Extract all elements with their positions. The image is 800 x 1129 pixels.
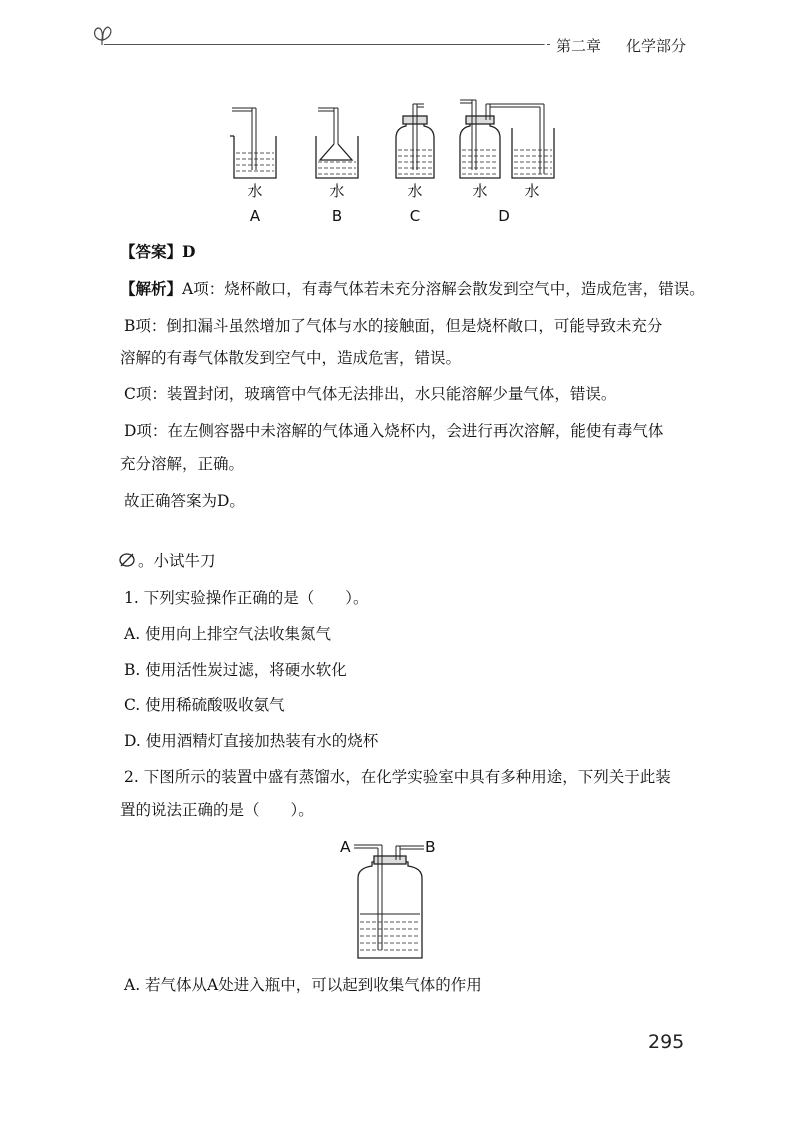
answer-line [120,241,195,263]
practice-heading: 。小试牛刀 [118,550,216,572]
q2-option-a: A. 若气体从A处进入瓶中，可以起到收集气体的作用 [124,976,482,994]
pencil-slash-icon [118,552,138,568]
q2-stem-1: 2. 下图所示的装置中盛有蒸馏水，在化学实验室中具有多种用途，下列关于此装 [124,768,671,786]
apparatus-c-bottle [396,104,434,178]
q2-stem-2: 置的说法正确的是（ ）。 [120,801,314,819]
header-rule [104,44,544,45]
option-label-b: B [331,207,343,225]
header-chapter: 第二章 [556,37,602,55]
analysis-line-6: 充分溶解，正确。 [120,455,245,473]
analysis-text-1: A项：烧杯敞口，有毒气体若未充分溶解会散发到空气中，造成危害，错误。 [182,280,705,298]
analysis-line-2: B项：倒扣漏斗虽然增加了气体与水的接触面，但是烧杯敞口，可能导致未充分 [124,317,663,335]
q1-stem: 1. 下列实验操作正确的是（ ）。 [124,589,369,607]
option-label-d: D [498,207,510,225]
header-section: 化学部分 [626,37,687,55]
water-label-b: 水 [329,182,345,200]
figure-absorption-apparatus [220,98,570,190]
option-label-a: A [249,207,261,225]
header-rule-dash [520,44,550,45]
analysis-line-1 [120,278,705,300]
q1-option-a: A. 使用向上排空气法收集氮气 [124,625,332,643]
analysis-line-5: D项：在左侧容器中未溶解的气体通入烧杯内，会进行再次溶解，能使有毒气体 [124,422,664,440]
apparatus-b-funnel [316,108,358,178]
answer-value: D [182,242,196,261]
header-leaf-icon [88,22,118,46]
page-number: 295 [648,1031,685,1053]
answer-tag: 【答案】 [120,242,183,261]
port-a-label: A [340,838,351,856]
apparatus-a-beaker [230,108,276,178]
port-b-label: B [425,838,436,856]
option-label-c: C [409,207,421,225]
analysis-conclusion: 故正确答案为D。 [124,492,245,510]
figure-gas-washing-bottle [350,838,430,964]
water-label-d1: 水 [472,182,488,200]
water-label-a: 水 [247,182,263,200]
water-label-d2: 水 [524,182,540,200]
analysis-line-3: 溶解的有毒气体散发到空气中，造成危害，错误。 [120,349,462,367]
water-label-c: 水 [407,182,423,200]
q1-option-b: B. 使用活性炭过滤，将硬水软化 [124,661,347,679]
q1-option-c: C. 使用稀硫酸吸收氨气 [124,696,285,714]
apparatus-d-bottle-beaker [460,100,554,178]
practice-title: 小试牛刀 [153,552,216,570]
q1-option-d: D. 使用酒精灯直接加热装有水的烧杯 [124,732,379,750]
analysis-line-4: C项：装置封闭，玻璃管中气体无法排出，水只能溶解少量气体，错误。 [124,385,617,403]
analysis-tag: 【解析】 [120,279,183,298]
